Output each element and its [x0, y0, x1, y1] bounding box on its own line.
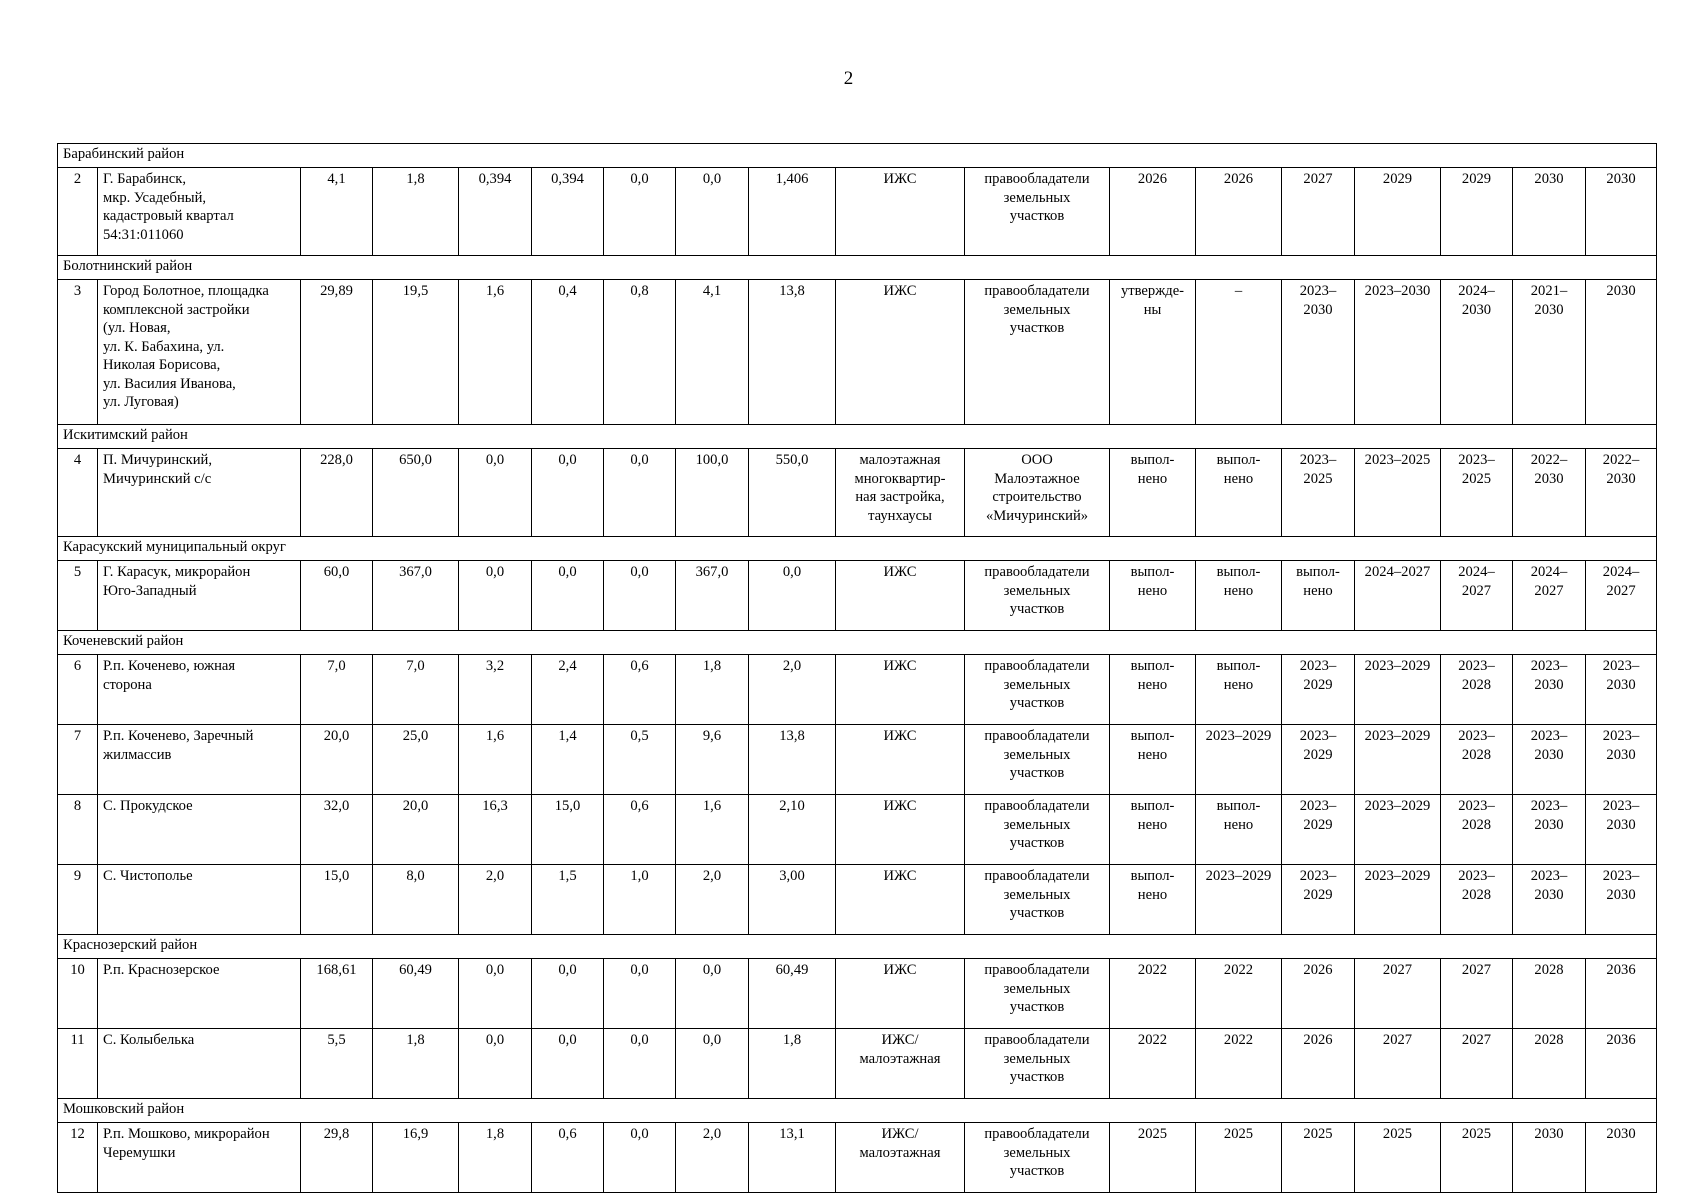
date-cell-4: 2027	[1355, 1029, 1441, 1099]
date-cell-7: 2022– 2030	[1586, 449, 1657, 537]
date-cell-5: 2023– 2028	[1441, 725, 1513, 795]
value-cell-2: 1,8	[373, 168, 459, 256]
row-number-cell: 12	[58, 1123, 98, 1193]
date-cell-6: 2021– 2030	[1513, 280, 1586, 425]
date-cell-6: 2030	[1513, 1123, 1586, 1193]
row-number-cell: 2	[58, 168, 98, 256]
owner-cell: правообладатели земельных участков	[965, 865, 1110, 935]
district-header-row	[58, 935, 1657, 959]
row-number-cell: 7	[58, 725, 98, 795]
date-cell-4: 2023–2025	[1355, 449, 1441, 537]
value-cell-7: 2,0	[749, 655, 836, 725]
date-cell-6: 2023– 2030	[1513, 795, 1586, 865]
table-row	[58, 1029, 1657, 1099]
value-cell-1: 29,8	[301, 1123, 373, 1193]
date-cell-2: –	[1196, 280, 1282, 425]
building-type-cell: ИЖС/ малоэтажная	[836, 1123, 965, 1193]
value-cell-1: 29,89	[301, 280, 373, 425]
date-cell-5: 2029	[1441, 168, 1513, 256]
district-name: Искитимский район	[58, 425, 1657, 449]
location-cell: Г. Барабинск, мкр. Усадебный, кадастровый квартал 54:31:011060	[98, 168, 301, 256]
table-row	[58, 795, 1657, 865]
date-cell-3: 2023– 2030	[1282, 280, 1355, 425]
value-cell-7: 13,1	[749, 1123, 836, 1193]
value-cell-3: 2,0	[459, 865, 532, 935]
value-cell-2: 25,0	[373, 725, 459, 795]
value-cell-3: 0,0	[459, 1029, 532, 1099]
owner-cell: правообладатели земельных участков	[965, 1123, 1110, 1193]
date-cell-1: выпол- нено	[1110, 795, 1196, 865]
housing-projects-table	[57, 143, 1657, 1193]
value-cell-1: 228,0	[301, 449, 373, 537]
value-cell-4: 0,0	[532, 1029, 604, 1099]
value-cell-5: 0,6	[604, 795, 676, 865]
date-cell-1: 2026	[1110, 168, 1196, 256]
row-number-cell: 9	[58, 865, 98, 935]
value-cell-4: 0,0	[532, 959, 604, 1029]
building-type-cell: ИЖС	[836, 865, 965, 935]
table-row	[58, 1123, 1657, 1193]
value-cell-1: 168,61	[301, 959, 373, 1029]
table-row	[58, 865, 1657, 935]
building-type-cell: ИЖС	[836, 795, 965, 865]
date-cell-4: 2024–2027	[1355, 561, 1441, 631]
date-cell-2: 2025	[1196, 1123, 1282, 1193]
building-type-cell: ИЖС	[836, 725, 965, 795]
value-cell-2: 60,49	[373, 959, 459, 1029]
date-cell-2: 2022	[1196, 959, 1282, 1029]
building-type-cell: ИЖС	[836, 280, 965, 425]
date-cell-7: 2030	[1586, 168, 1657, 256]
date-cell-4: 2023–2029	[1355, 865, 1441, 935]
table-row	[58, 280, 1657, 425]
date-cell-5: 2023– 2025	[1441, 449, 1513, 537]
district-header-row	[58, 1099, 1657, 1123]
value-cell-3: 1,8	[459, 1123, 532, 1193]
value-cell-3: 16,3	[459, 795, 532, 865]
value-cell-6: 4,1	[676, 280, 749, 425]
value-cell-4: 0,394	[532, 168, 604, 256]
value-cell-6: 2,0	[676, 865, 749, 935]
date-cell-4: 2023–2029	[1355, 655, 1441, 725]
value-cell-5: 0,0	[604, 1123, 676, 1193]
date-cell-5: 2023– 2028	[1441, 865, 1513, 935]
location-cell: Г. Карасук, микрорайон Юго-Западный	[98, 561, 301, 631]
value-cell-4: 0,0	[532, 449, 604, 537]
date-cell-3: 2023– 2029	[1282, 795, 1355, 865]
value-cell-5: 0,0	[604, 959, 676, 1029]
value-cell-7: 0,0	[749, 561, 836, 631]
date-cell-4: 2023–2030	[1355, 280, 1441, 425]
value-cell-5: 0,5	[604, 725, 676, 795]
date-cell-3: 2027	[1282, 168, 1355, 256]
location-cell: Город Болотное, площадка комплексной застройки (ул. Новая, ул. К. Бабахина, ул. Николая Борисова, ул. Василия Иванова, ул. Луговая)	[98, 280, 301, 425]
date-cell-6: 2028	[1513, 1029, 1586, 1099]
district-header-row	[58, 537, 1657, 561]
row-number-cell: 10	[58, 959, 98, 1029]
date-cell-7: 2030	[1586, 280, 1657, 425]
value-cell-5: 0,0	[604, 1029, 676, 1099]
location-cell: П. Мичуринский, Мичуринский с/с	[98, 449, 301, 537]
value-cell-5: 0,0	[604, 449, 676, 537]
value-cell-5: 1,0	[604, 865, 676, 935]
table-row	[58, 959, 1657, 1029]
table-row	[58, 725, 1657, 795]
value-cell-6: 0,0	[676, 959, 749, 1029]
value-cell-1: 4,1	[301, 168, 373, 256]
value-cell-7: 1,8	[749, 1029, 836, 1099]
district-header-row	[58, 425, 1657, 449]
value-cell-2: 20,0	[373, 795, 459, 865]
date-cell-4: 2023–2029	[1355, 795, 1441, 865]
date-cell-2: 2022	[1196, 1029, 1282, 1099]
date-cell-3: 2025	[1282, 1123, 1355, 1193]
value-cell-3: 1,6	[459, 725, 532, 795]
value-cell-1: 15,0	[301, 865, 373, 935]
date-cell-3: 2023– 2025	[1282, 449, 1355, 537]
location-cell: С. Чистополье	[98, 865, 301, 935]
date-cell-2: выпол- нено	[1196, 561, 1282, 631]
value-cell-1: 20,0	[301, 725, 373, 795]
date-cell-6: 2028	[1513, 959, 1586, 1029]
table-row	[58, 561, 1657, 631]
date-cell-5: 2023– 2028	[1441, 655, 1513, 725]
date-cell-6: 2030	[1513, 168, 1586, 256]
date-cell-1: выпол- нено	[1110, 725, 1196, 795]
building-type-cell: ИЖС	[836, 561, 965, 631]
date-cell-7: 2036	[1586, 959, 1657, 1029]
date-cell-3: 2026	[1282, 959, 1355, 1029]
value-cell-2: 16,9	[373, 1123, 459, 1193]
table-row	[58, 655, 1657, 725]
value-cell-4: 0,6	[532, 1123, 604, 1193]
date-cell-4: 2023–2029	[1355, 725, 1441, 795]
date-cell-1: 2022	[1110, 1029, 1196, 1099]
owner-cell: ООО Малоэтажное строительство «Мичуринский»	[965, 449, 1110, 537]
date-cell-1: 2025	[1110, 1123, 1196, 1193]
date-cell-7: 2023– 2030	[1586, 795, 1657, 865]
value-cell-2: 8,0	[373, 865, 459, 935]
value-cell-1: 7,0	[301, 655, 373, 725]
date-cell-5: 2024– 2030	[1441, 280, 1513, 425]
value-cell-6: 0,0	[676, 168, 749, 256]
value-cell-2: 1,8	[373, 1029, 459, 1099]
district-name: Мошковский район	[58, 1099, 1657, 1123]
row-number-cell: 3	[58, 280, 98, 425]
date-cell-7: 2023– 2030	[1586, 725, 1657, 795]
date-cell-1: выпол- нено	[1110, 655, 1196, 725]
value-cell-1: 5,5	[301, 1029, 373, 1099]
date-cell-6: 2022– 2030	[1513, 449, 1586, 537]
date-cell-1: выпол- нено	[1110, 449, 1196, 537]
date-cell-7: 2036	[1586, 1029, 1657, 1099]
page-number: 2	[843, 68, 854, 89]
value-cell-7: 60,49	[749, 959, 836, 1029]
value-cell-3: 0,0	[459, 959, 532, 1029]
location-cell: Р.п. Коченево, южная сторона	[98, 655, 301, 725]
owner-cell: правообладатели земельных участков	[965, 280, 1110, 425]
owner-cell: правообладатели земельных участков	[965, 725, 1110, 795]
value-cell-4: 15,0	[532, 795, 604, 865]
value-cell-6: 2,0	[676, 1123, 749, 1193]
district-header-row	[58, 631, 1657, 655]
value-cell-5: 0,8	[604, 280, 676, 425]
table-row	[58, 168, 1657, 256]
row-number-cell: 4	[58, 449, 98, 537]
building-type-cell: ИЖС	[836, 959, 965, 1029]
date-cell-3: 2026	[1282, 1029, 1355, 1099]
owner-cell: правообладатели земельных участков	[965, 959, 1110, 1029]
value-cell-1: 32,0	[301, 795, 373, 865]
value-cell-5: 0,0	[604, 168, 676, 256]
value-cell-5: 0,0	[604, 561, 676, 631]
value-cell-2: 367,0	[373, 561, 459, 631]
date-cell-3: 2023– 2029	[1282, 865, 1355, 935]
owner-cell: правообладатели земельных участков	[965, 1029, 1110, 1099]
location-cell: Р.п. Мошково, микрорайон Черемушки	[98, 1123, 301, 1193]
row-number-cell: 6	[58, 655, 98, 725]
building-type-cell: ИЖС	[836, 655, 965, 725]
district-header-row	[58, 144, 1657, 168]
value-cell-2: 7,0	[373, 655, 459, 725]
value-cell-6: 367,0	[676, 561, 749, 631]
value-cell-4: 0,4	[532, 280, 604, 425]
date-cell-7: 2024– 2027	[1586, 561, 1657, 631]
date-cell-2: выпол- нено	[1196, 655, 1282, 725]
date-cell-5: 2027	[1441, 1029, 1513, 1099]
value-cell-7: 2,10	[749, 795, 836, 865]
value-cell-1: 60,0	[301, 561, 373, 631]
date-cell-6: 2023– 2030	[1513, 865, 1586, 935]
date-cell-2: 2026	[1196, 168, 1282, 256]
date-cell-7: 2023– 2030	[1586, 655, 1657, 725]
value-cell-3: 3,2	[459, 655, 532, 725]
district-name: Карасукский муниципальный округ	[58, 537, 1657, 561]
date-cell-6: 2023– 2030	[1513, 655, 1586, 725]
location-cell: С. Колыбелька	[98, 1029, 301, 1099]
value-cell-5: 0,6	[604, 655, 676, 725]
value-cell-3: 0,0	[459, 449, 532, 537]
date-cell-2: 2023–2029	[1196, 725, 1282, 795]
building-type-cell: ИЖС	[836, 168, 965, 256]
date-cell-1: выпол- нено	[1110, 561, 1196, 631]
date-cell-6: 2024– 2027	[1513, 561, 1586, 631]
value-cell-7: 13,8	[749, 280, 836, 425]
district-name: Краснозерский район	[58, 935, 1657, 959]
value-cell-3: 0,0	[459, 561, 532, 631]
date-cell-3: 2023– 2029	[1282, 655, 1355, 725]
date-cell-2: выпол- нено	[1196, 449, 1282, 537]
date-cell-6: 2023– 2030	[1513, 725, 1586, 795]
date-cell-3: 2023– 2029	[1282, 725, 1355, 795]
value-cell-2: 650,0	[373, 449, 459, 537]
date-cell-4: 2027	[1355, 959, 1441, 1029]
date-cell-4: 2029	[1355, 168, 1441, 256]
value-cell-6: 0,0	[676, 1029, 749, 1099]
district-header-row	[58, 256, 1657, 280]
location-cell: Р.п. Коченево, Заречный жилмассив	[98, 725, 301, 795]
value-cell-7: 13,8	[749, 725, 836, 795]
date-cell-2: выпол- нено	[1196, 795, 1282, 865]
row-number-cell: 5	[58, 561, 98, 631]
value-cell-7: 550,0	[749, 449, 836, 537]
value-cell-4: 2,4	[532, 655, 604, 725]
value-cell-4: 0,0	[532, 561, 604, 631]
value-cell-2: 19,5	[373, 280, 459, 425]
date-cell-1: выпол- нено	[1110, 865, 1196, 935]
value-cell-4: 1,5	[532, 865, 604, 935]
date-cell-3: выпол- нено	[1282, 561, 1355, 631]
row-number-cell: 11	[58, 1029, 98, 1099]
date-cell-1: 2022	[1110, 959, 1196, 1029]
location-cell: Р.п. Краснозерское	[98, 959, 301, 1029]
date-cell-2: 2023–2029	[1196, 865, 1282, 935]
table-row	[58, 449, 1657, 537]
value-cell-4: 1,4	[532, 725, 604, 795]
date-cell-5: 2025	[1441, 1123, 1513, 1193]
date-cell-5: 2023– 2028	[1441, 795, 1513, 865]
date-cell-1: утвержде- ны	[1110, 280, 1196, 425]
value-cell-7: 1,406	[749, 168, 836, 256]
date-cell-5: 2027	[1441, 959, 1513, 1029]
value-cell-3: 1,6	[459, 280, 532, 425]
value-cell-3: 0,394	[459, 168, 532, 256]
owner-cell: правообладатели земельных участков	[965, 655, 1110, 725]
value-cell-6: 100,0	[676, 449, 749, 537]
date-cell-7: 2030	[1586, 1123, 1657, 1193]
date-cell-4: 2025	[1355, 1123, 1441, 1193]
value-cell-7: 3,00	[749, 865, 836, 935]
row-number-cell: 8	[58, 795, 98, 865]
district-name: Коченевский район	[58, 631, 1657, 655]
owner-cell: правообладатели земельных участков	[965, 168, 1110, 256]
value-cell-6: 1,8	[676, 655, 749, 725]
owner-cell: правообладатели земельных участков	[965, 561, 1110, 631]
district-name: Барабинский район	[58, 144, 1657, 168]
date-cell-7: 2023– 2030	[1586, 865, 1657, 935]
location-cell: С. Прокудское	[98, 795, 301, 865]
value-cell-6: 1,6	[676, 795, 749, 865]
building-type-cell: ИЖС/ малоэтажная	[836, 1029, 965, 1099]
building-type-cell: малоэтажная многоквартир- ная застройка, таунхаусы	[836, 449, 965, 537]
date-cell-5: 2024– 2027	[1441, 561, 1513, 631]
owner-cell: правообладатели земельных участков	[965, 795, 1110, 865]
district-name: Болотнинский район	[58, 256, 1657, 280]
value-cell-6: 9,6	[676, 725, 749, 795]
